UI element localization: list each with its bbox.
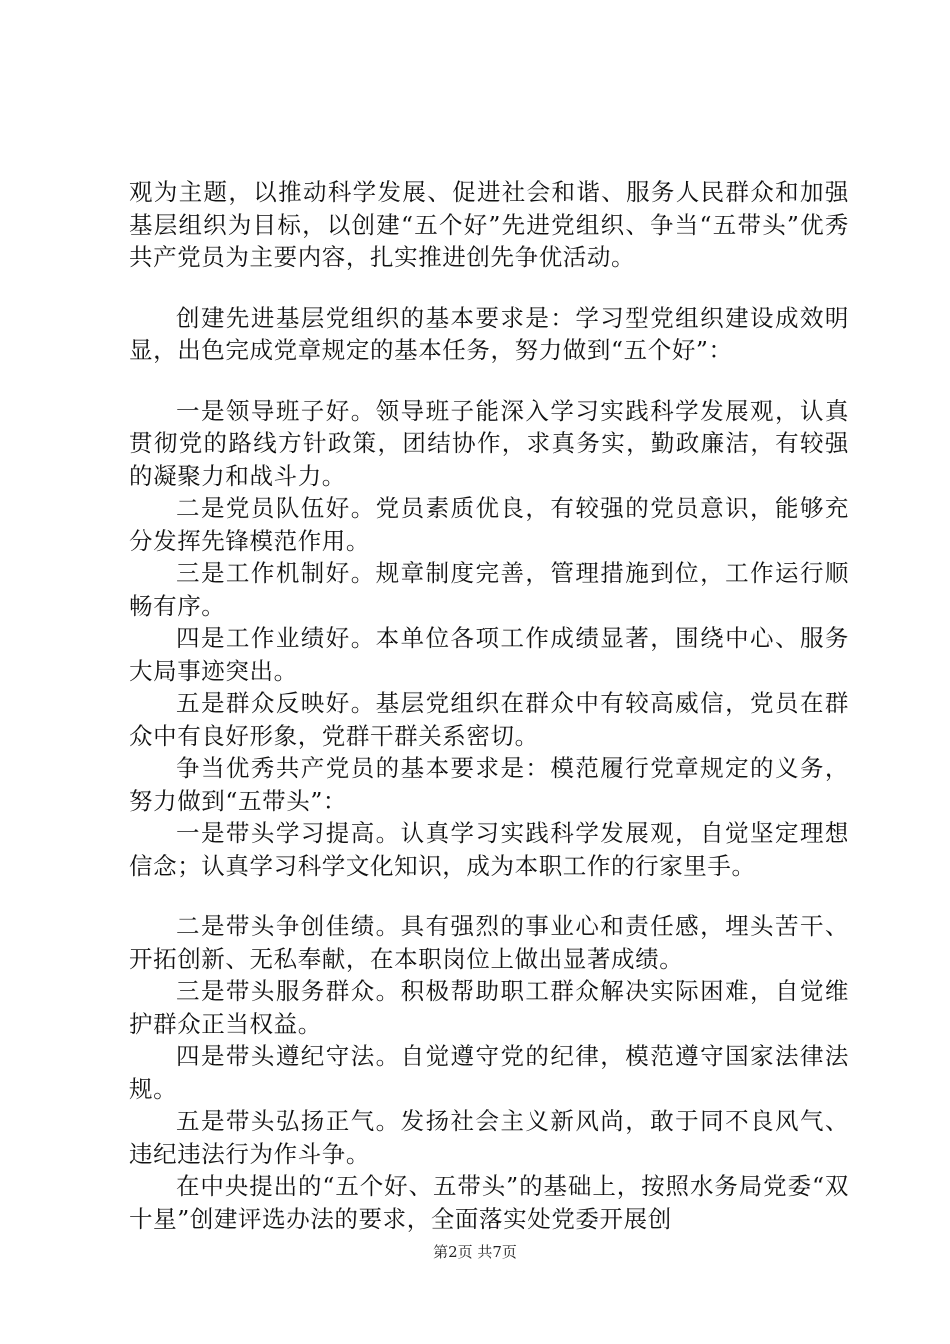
paragraph: 观为主题，以推动科学发展、促进社会和谐、服务人民群众和加强基层组织为目标，以创建“五个好”先进党组织、争当“五带头”优秀共产党员为主要内容，扎实推进创先争优活动。: [129, 178, 849, 271]
paragraph: 一是领导班子好。领导班子能深入学习实践科学发展观，认真贯彻党的路线方针政策，团结协作，求真务实，勤政廉洁，有较强的凝聚力和战斗力。: [129, 396, 849, 490]
paragraph: 一是带头学习提高。认真学习实践科学发展观，自觉坚定理想信念；认真学习科学文化知识，成为本职工作的行家里手。: [129, 819, 849, 880]
paragraph-gap: [129, 882, 849, 910]
paragraph-gap: [129, 274, 849, 302]
paragraph: 四是带头遵纪守法。自觉遵守党的纪律，模范遵守国家法律法规。: [129, 1042, 849, 1103]
paragraph: 三是带头服务群众。积极帮助职工群众解决实际困难，自觉维护群众正当权益。: [129, 977, 849, 1038]
document-body: [129, 176, 849, 1235]
paragraph: 在中央提出的“五个好、五带头”的基础上，按照水务局党委“双十星”创建评选办法的要求，全面落实处党委开展创: [129, 1172, 849, 1233]
paragraph: 二是带头争创佳绩。具有强烈的事业心和责任感，埋头苦干、开拓创新、无私奉献，在本职岗位上做出显著成绩。: [129, 912, 849, 973]
paragraph-gap: [129, 367, 849, 395]
paragraph: 五是群众反映好。基层党组织在群众中有较高威信，党员在群众中有良好形象，党群干群关系密切。: [129, 689, 849, 750]
paragraph: 五是带头弘扬正气。发扬社会主义新风尚，敢于同不良风气、违纪违法行为作斗争。: [129, 1107, 849, 1168]
paragraph: 三是工作机制好。规章制度完善，管理措施到位，工作运行顺畅有序。: [129, 559, 849, 620]
page-footer: 第2页 共7页: [433, 1243, 517, 1261]
paragraph: 四是工作业绩好。本单位各项工作成绩显著，围绕中心、服务大局事迹突出。: [129, 624, 849, 685]
paragraph: 创建先进基层党组织的基本要求是：学习型党组织建设成效明显，出色完成党章规定的基本任务，努力做到“五个好”：: [129, 303, 849, 364]
paragraph: 二是党员队伍好。党员素质优良，有较强的党员意识，能够充分发挥先锋模范作用。: [129, 494, 849, 555]
paragraph: 争当优秀共产党员的基本要求是：模范履行党章规定的义务，努力做到“五带头”：: [129, 754, 849, 815]
